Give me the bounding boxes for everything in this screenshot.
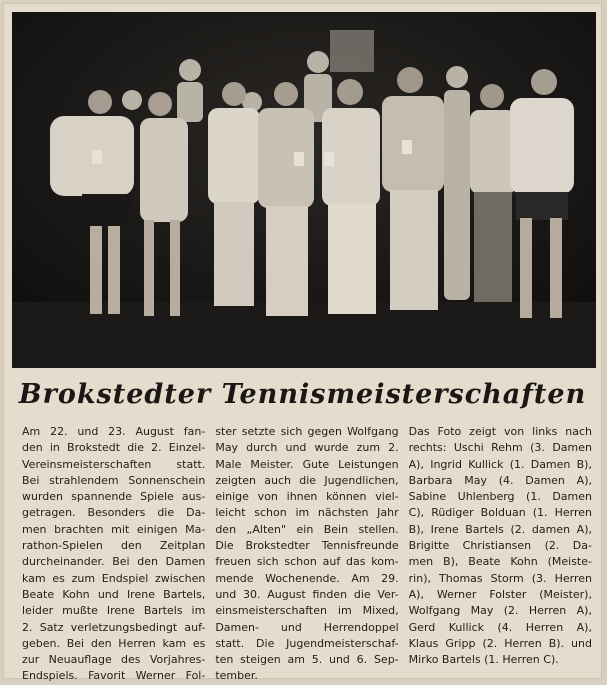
text-line: Male Meister. Gute Leistungen [215,457,399,471]
newspaper-clipping [4,4,601,683]
text-line: rathon-Spielen den Zeitplan [22,539,206,553]
text-line: zeigten auch die Jugendlichen, [215,473,399,487]
text-line: zur Neuauflage des Vorjahres- [22,653,206,667]
text-line: men B), Beate Kohn (Meiste- [408,555,592,569]
article-column-3 [409,424,592,674]
text-line: men brachten mit einigen Ma- [22,522,206,536]
text-line: Endspiels. Favorit Werner Fol- [22,669,206,683]
text-line: rechts: Uschi Rehm (3. Damen [408,441,592,455]
text-line: 2. Satz verletzungsbedingt auf- [22,620,206,634]
text-line: Bei strahlendem Sonnenschein [22,473,206,487]
text-line: Brigitte Christiansen (2. Da- [408,539,592,553]
text-line: A), Werner Folster (Meister), [408,587,592,601]
text-line: tember. [215,669,258,683]
text-line: ster setzte sich gegen Wolfgang [215,425,399,438]
text-line: wurden spannende Spiele aus- [22,490,206,504]
text-line: einsmeisterschaften im Mixed, [215,604,399,618]
article-column-2 [215,424,399,683]
text-line: C), Rüdiger Bolduan (1. Herren [408,506,592,520]
text-line: einige von ihnen können viel- [215,490,399,504]
text-line: Am 22. und 23. August fan- [22,425,206,438]
text-line: mende Wochenende. Am 29. [215,571,399,585]
text-line: leider mußte Irene Bartels im [22,604,206,618]
text-line: geben. Bei den Herren kam es [22,636,206,650]
text-line: Damen- und Herrendoppel [215,620,399,634]
text-line: rin), Thomas Storm (3. Herren [408,571,592,585]
text-line: freuen sich schon auf das kom- [215,555,399,569]
text-line: B), Irene Bartels (2. damen A), [408,522,592,536]
text-line: Barbara May (4. Damen A), [408,473,592,487]
text-line: statt. Die Jugendmeisterschaf- [215,636,399,650]
text-line: Wolfgang May (2. Herren A), [408,604,592,618]
text-line: leicht schon im nächsten Jahr [215,506,399,520]
text-line: Sabine Uhlenberg (1. Damen [408,490,592,504]
text-line: den „Alten" ein Bein stellen. [215,522,399,536]
text-line: May durch und wurde zum 2. [215,441,399,455]
text-line: und 30. August finden die Ver- [215,587,399,601]
team-photo [12,12,596,368]
text-line: kam es zum Endspiel zwischen [22,571,206,585]
article-body [22,424,592,683]
text-line: getragen. Besonders die Da- [22,506,206,520]
article-column-1 [22,424,206,683]
text-line: ten steigen am 5. und 6. Sep- [215,653,399,667]
text-line: Vereinsmeisterschaften statt. [22,457,206,471]
text-line: den in Brokstedt die 2. Einzel- [22,441,206,455]
text-line: Die Brokstedter Tennisfreunde [215,539,399,553]
team-photo-image [12,12,596,368]
text-line: durcheinander. Bei den Damen [22,555,206,569]
text-line: Mirko Bartels (1. Herren C). [408,653,559,667]
text-line: Klaus Gripp (2. Herren B). und [408,636,592,650]
headline: Brokstedter Tennismeisterschaften [18,379,587,410]
text-line: Gerd Kullick (4. Herren A), [408,620,592,634]
text-line: Das Foto zeigt von links nach [408,425,592,438]
text-line: A), Ingrid Kullick (1. Damen B), [408,457,592,471]
text-line: Beate Kohn und Irene Bartels, [22,587,206,601]
